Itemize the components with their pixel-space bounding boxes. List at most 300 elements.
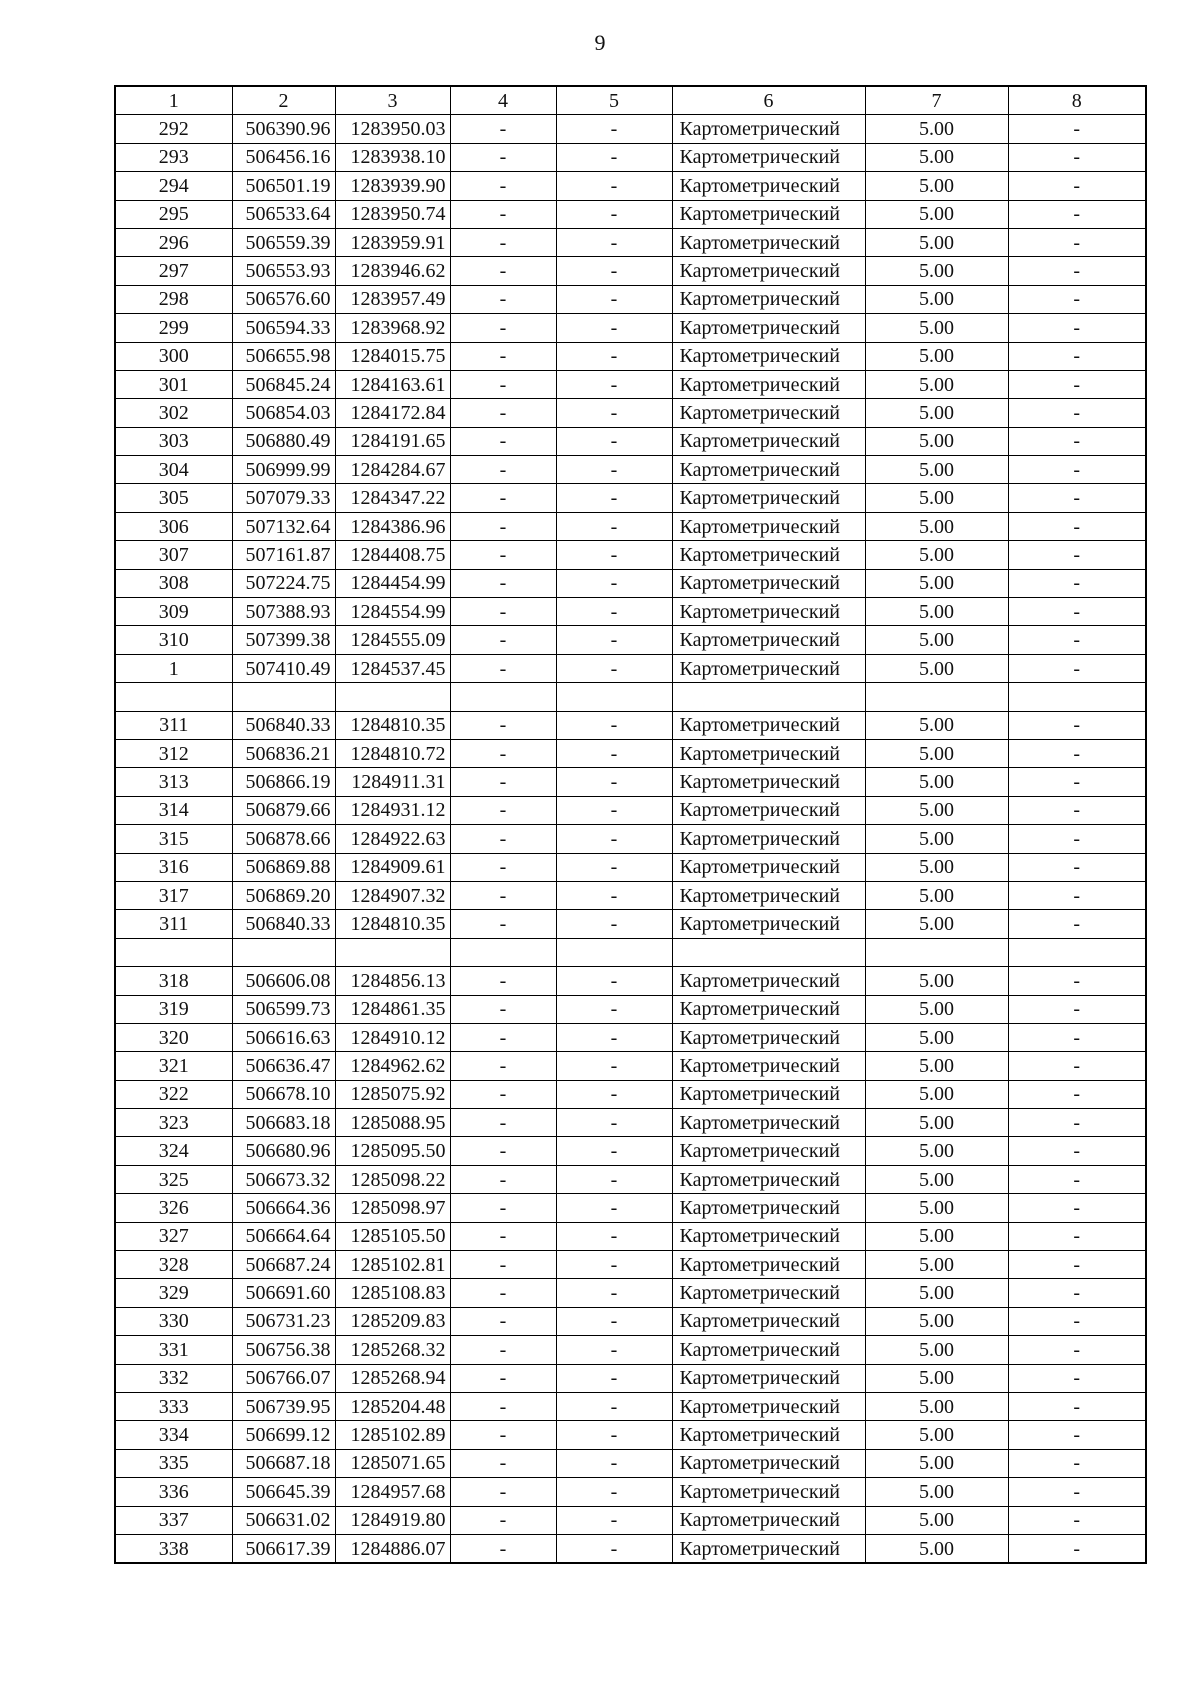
method-cell: Картометрический (672, 626, 865, 654)
col4-cell: - (450, 143, 556, 171)
point-number-cell: 332 (115, 1364, 232, 1392)
col4-cell: - (450, 910, 556, 938)
method-cell: Картометрический (672, 967, 865, 995)
point-number-cell: 324 (115, 1137, 232, 1165)
table-row (115, 512, 1146, 540)
col5-cell: - (556, 881, 672, 909)
y-coordinate-cell (335, 938, 450, 966)
point-number-cell: 314 (115, 796, 232, 824)
col8-cell: - (1008, 1478, 1146, 1506)
col5-cell: - (556, 598, 672, 626)
y-coordinate-cell: 1283950.03 (335, 115, 450, 143)
x-coordinate-cell: 506687.18 (232, 1449, 335, 1477)
y-coordinate-cell: 1285102.89 (335, 1421, 450, 1449)
accuracy-cell: 5.00 (865, 598, 1008, 626)
col5-cell: - (556, 967, 672, 995)
accuracy-cell: 5.00 (865, 1109, 1008, 1137)
method-cell: Картометрический (672, 1052, 865, 1080)
y-coordinate-cell: 1284347.22 (335, 484, 450, 512)
method-cell: Картометрический (672, 115, 865, 143)
accuracy-cell: 5.00 (865, 739, 1008, 767)
point-number-cell: 321 (115, 1052, 232, 1080)
col4-cell: - (450, 1449, 556, 1477)
accuracy-cell: 5.00 (865, 1534, 1008, 1563)
column-header: 5 (556, 86, 672, 115)
y-coordinate-cell: 1283938.10 (335, 143, 450, 171)
col5-cell: - (556, 257, 672, 285)
accuracy-cell: 5.00 (865, 1421, 1008, 1449)
col5-cell: - (556, 541, 672, 569)
table-row (115, 228, 1146, 256)
col8-cell: - (1008, 1137, 1146, 1165)
x-coordinate-cell: 506645.39 (232, 1478, 335, 1506)
x-coordinate-cell: 506559.39 (232, 228, 335, 256)
col4-cell: - (450, 1194, 556, 1222)
method-cell: Картометрический (672, 739, 865, 767)
accuracy-cell: 5.00 (865, 1279, 1008, 1307)
col8-cell: - (1008, 967, 1146, 995)
page-number: 9 (594, 30, 606, 55)
y-coordinate-cell: 1284386.96 (335, 512, 450, 540)
col8-cell: - (1008, 1421, 1146, 1449)
y-coordinate-cell: 1284910.12 (335, 1023, 450, 1051)
point-number-cell: 293 (115, 143, 232, 171)
method-cell: Картометрический (672, 1307, 865, 1335)
x-coordinate-cell: 506576.60 (232, 285, 335, 313)
method-cell: Картометрический (672, 484, 865, 512)
point-number-cell: 313 (115, 768, 232, 796)
point-number-cell: 320 (115, 1023, 232, 1051)
method-cell (672, 683, 865, 711)
x-coordinate-cell: 506673.32 (232, 1165, 335, 1193)
col8-cell: - (1008, 1052, 1146, 1080)
method-cell: Картометрический (672, 370, 865, 398)
col4-cell: - (450, 995, 556, 1023)
y-coordinate-cell: 1284163.61 (335, 370, 450, 398)
table-row (115, 115, 1146, 143)
col5-cell: - (556, 143, 672, 171)
point-number-cell: 307 (115, 541, 232, 569)
accuracy-cell: 5.00 (865, 967, 1008, 995)
y-coordinate-cell: 1285071.65 (335, 1449, 450, 1477)
method-cell: Картометрический (672, 1080, 865, 1108)
col4-cell: - (450, 881, 556, 909)
x-coordinate-cell: 506683.18 (232, 1109, 335, 1137)
y-coordinate-cell: 1285075.92 (335, 1080, 450, 1108)
col4-cell: - (450, 1023, 556, 1051)
y-coordinate-cell: 1284555.09 (335, 626, 450, 654)
accuracy-cell: 5.00 (865, 115, 1008, 143)
y-coordinate-cell: 1285108.83 (335, 1279, 450, 1307)
col4-cell: - (450, 115, 556, 143)
point-number-cell: 325 (115, 1165, 232, 1193)
col4-cell: - (450, 598, 556, 626)
col4-cell: - (450, 399, 556, 427)
col4-cell: - (450, 456, 556, 484)
accuracy-cell: 5.00 (865, 768, 1008, 796)
col5-cell: - (556, 285, 672, 313)
col4-cell: - (450, 342, 556, 370)
col5-cell: - (556, 1307, 672, 1335)
col8-cell: - (1008, 711, 1146, 739)
table-row (115, 541, 1146, 569)
col5-cell: - (556, 512, 672, 540)
method-cell: Картометрический (672, 825, 865, 853)
col5-cell (556, 683, 672, 711)
method-cell (672, 938, 865, 966)
table-row (115, 853, 1146, 881)
point-number-cell: 302 (115, 399, 232, 427)
accuracy-cell: 5.00 (865, 484, 1008, 512)
y-coordinate-cell: 1284909.61 (335, 853, 450, 881)
point-number-cell: 317 (115, 881, 232, 909)
point-number-cell: 301 (115, 370, 232, 398)
col8-cell: - (1008, 314, 1146, 342)
table-row (115, 1421, 1146, 1449)
accuracy-cell: 5.00 (865, 1080, 1008, 1108)
col8-cell: - (1008, 200, 1146, 228)
method-cell: Картометрический (672, 853, 865, 881)
point-number-cell (115, 938, 232, 966)
col5-cell: - (556, 995, 672, 1023)
table-row (115, 654, 1146, 682)
col5-cell: - (556, 1506, 672, 1534)
y-coordinate-cell: 1284408.75 (335, 541, 450, 569)
col4-cell: - (450, 484, 556, 512)
point-number-cell: 310 (115, 626, 232, 654)
x-coordinate-cell: 506756.38 (232, 1336, 335, 1364)
col4-cell: - (450, 739, 556, 767)
col8-cell: - (1008, 1251, 1146, 1279)
x-coordinate-cell: 507410.49 (232, 654, 335, 682)
accuracy-cell: 5.00 (865, 881, 1008, 909)
x-coordinate-cell: 506691.60 (232, 1279, 335, 1307)
accuracy-cell: 5.00 (865, 1052, 1008, 1080)
accuracy-cell: 5.00 (865, 200, 1008, 228)
table-row (115, 910, 1146, 938)
method-cell: Картометрический (672, 1392, 865, 1420)
col5-cell: - (556, 1251, 672, 1279)
col8-cell: - (1008, 1194, 1146, 1222)
point-number-cell: 304 (115, 456, 232, 484)
method-cell: Картометрический (672, 172, 865, 200)
y-coordinate-cell: 1284919.80 (335, 1506, 450, 1534)
y-coordinate-cell: 1284962.62 (335, 1052, 450, 1080)
col8-cell: - (1008, 1222, 1146, 1250)
col5-cell: - (556, 370, 672, 398)
accuracy-cell: 5.00 (865, 427, 1008, 455)
col4-cell (450, 938, 556, 966)
table-row (115, 768, 1146, 796)
col5-cell: - (556, 399, 672, 427)
col8-cell: - (1008, 541, 1146, 569)
col8-cell: - (1008, 143, 1146, 171)
accuracy-cell: 5.00 (865, 825, 1008, 853)
method-cell: Картометрический (672, 1109, 865, 1137)
table-row (115, 172, 1146, 200)
col8-cell: - (1008, 370, 1146, 398)
col4-cell: - (450, 853, 556, 881)
table-row (115, 1251, 1146, 1279)
col5-cell: - (556, 1534, 672, 1563)
point-number-cell: 331 (115, 1336, 232, 1364)
point-number-cell: 328 (115, 1251, 232, 1279)
col4-cell: - (450, 1336, 556, 1364)
method-cell: Картометрический (672, 654, 865, 682)
table-row (115, 1080, 1146, 1108)
column-header: 7 (865, 86, 1008, 115)
x-coordinate-cell: 506606.08 (232, 967, 335, 995)
col5-cell: - (556, 569, 672, 597)
table-row (115, 257, 1146, 285)
x-coordinate-cell: 506599.73 (232, 995, 335, 1023)
method-cell: Картометрический (672, 881, 865, 909)
col5-cell: - (556, 825, 672, 853)
table-row (115, 1478, 1146, 1506)
accuracy-cell: 5.00 (865, 228, 1008, 256)
col8-cell: - (1008, 484, 1146, 512)
method-cell: Картометрический (672, 1421, 865, 1449)
column-header: 2 (232, 86, 335, 115)
point-number-cell: 333 (115, 1392, 232, 1420)
x-coordinate-cell: 506501.19 (232, 172, 335, 200)
col5-cell: - (556, 768, 672, 796)
y-coordinate-cell: 1285095.50 (335, 1137, 450, 1165)
method-cell: Картометрический (672, 1251, 865, 1279)
col4-cell: - (450, 172, 556, 200)
col4-cell: - (450, 228, 556, 256)
x-coordinate-cell: 506879.66 (232, 796, 335, 824)
accuracy-cell: 5.00 (865, 626, 1008, 654)
table-row (115, 1534, 1146, 1563)
col5-cell: - (556, 796, 672, 824)
accuracy-cell: 5.00 (865, 399, 1008, 427)
col8-cell: - (1008, 654, 1146, 682)
x-coordinate-cell: 506731.23 (232, 1307, 335, 1335)
y-coordinate-cell: 1284810.35 (335, 711, 450, 739)
col5-cell: - (556, 1279, 672, 1307)
method-cell: Картометрический (672, 1165, 865, 1193)
table-row (115, 1279, 1146, 1307)
method-cell: Картометрический (672, 1506, 865, 1534)
table-row (115, 796, 1146, 824)
y-coordinate-cell: 1284886.07 (335, 1534, 450, 1563)
table-row (115, 285, 1146, 313)
table-row (115, 427, 1146, 455)
col5-cell: - (556, 1364, 672, 1392)
point-number-cell: 292 (115, 115, 232, 143)
method-cell: Картометрический (672, 143, 865, 171)
table-row (115, 1023, 1146, 1051)
col4-cell: - (450, 1307, 556, 1335)
x-coordinate-cell: 506999.99 (232, 456, 335, 484)
col5-cell: - (556, 654, 672, 682)
accuracy-cell: 5.00 (865, 257, 1008, 285)
col4-cell: - (450, 200, 556, 228)
y-coordinate-cell: 1284856.13 (335, 967, 450, 995)
col5-cell: - (556, 1478, 672, 1506)
col8-cell: - (1008, 285, 1146, 313)
point-number-cell: 303 (115, 427, 232, 455)
col5-cell: - (556, 1194, 672, 1222)
col5-cell: - (556, 228, 672, 256)
point-number-cell: 305 (115, 484, 232, 512)
method-cell: Картометрический (672, 1023, 865, 1051)
method-cell: Картометрический (672, 200, 865, 228)
method-cell: Картометрический (672, 1364, 865, 1392)
col8-cell: - (1008, 1392, 1146, 1420)
x-coordinate-cell: 506869.88 (232, 853, 335, 881)
table-row (115, 1307, 1146, 1335)
col4-cell: - (450, 825, 556, 853)
accuracy-cell: 5.00 (865, 370, 1008, 398)
y-coordinate-cell: 1285102.81 (335, 1251, 450, 1279)
x-coordinate-cell: 506878.66 (232, 825, 335, 853)
accuracy-cell: 5.00 (865, 342, 1008, 370)
accuracy-cell: 5.00 (865, 711, 1008, 739)
method-cell: Картометрический (672, 1478, 865, 1506)
method-cell: Картометрический (672, 995, 865, 1023)
table-body (115, 115, 1146, 1563)
point-number-cell: 322 (115, 1080, 232, 1108)
col5-cell: - (556, 342, 672, 370)
y-coordinate-cell: 1284861.35 (335, 995, 450, 1023)
accuracy-cell: 5.00 (865, 1307, 1008, 1335)
table-row (115, 399, 1146, 427)
col4-cell: - (450, 796, 556, 824)
col8-cell: - (1008, 512, 1146, 540)
accuracy-cell: 5.00 (865, 1364, 1008, 1392)
col5-cell: - (556, 484, 672, 512)
col4-cell: - (450, 257, 556, 285)
y-coordinate-cell: 1284284.67 (335, 456, 450, 484)
y-coordinate-cell: 1285268.94 (335, 1364, 450, 1392)
col4-cell: - (450, 1080, 556, 1108)
table-row (115, 370, 1146, 398)
accuracy-cell: 5.00 (865, 569, 1008, 597)
point-number-cell: 315 (115, 825, 232, 853)
point-number-cell: 1 (115, 654, 232, 682)
accuracy-cell: 5.00 (865, 995, 1008, 1023)
y-coordinate-cell: 1284810.72 (335, 739, 450, 767)
method-cell: Картометрический (672, 427, 865, 455)
x-coordinate-cell (232, 683, 335, 711)
col4-cell: - (450, 1165, 556, 1193)
point-number-cell: 308 (115, 569, 232, 597)
table-row (115, 484, 1146, 512)
col8-cell: - (1008, 626, 1146, 654)
x-coordinate-cell: 507388.93 (232, 598, 335, 626)
col4-cell: - (450, 768, 556, 796)
column-header: 6 (672, 86, 865, 115)
y-coordinate-cell: 1283968.92 (335, 314, 450, 342)
point-number-cell: 323 (115, 1109, 232, 1137)
accuracy-cell: 5.00 (865, 1251, 1008, 1279)
point-number-cell: 297 (115, 257, 232, 285)
x-coordinate-cell: 506664.36 (232, 1194, 335, 1222)
point-number-cell: 299 (115, 314, 232, 342)
col8-cell: - (1008, 427, 1146, 455)
table-row (115, 1194, 1146, 1222)
col8-cell: - (1008, 1080, 1146, 1108)
col8-cell: - (1008, 1336, 1146, 1364)
method-cell: Картометрический (672, 768, 865, 796)
point-number-cell: 318 (115, 967, 232, 995)
col4-cell: - (450, 1052, 556, 1080)
col8-cell: - (1008, 1307, 1146, 1335)
col5-cell: - (556, 456, 672, 484)
coordinates-table (114, 85, 1147, 1564)
method-cell: Картометрический (672, 711, 865, 739)
point-number-cell: 296 (115, 228, 232, 256)
col5-cell: - (556, 910, 672, 938)
method-cell: Картометрический (672, 342, 865, 370)
x-coordinate-cell: 506766.07 (232, 1364, 335, 1392)
x-coordinate-cell: 507224.75 (232, 569, 335, 597)
method-cell: Картометрический (672, 228, 865, 256)
table-row (115, 938, 1146, 966)
col4-cell: - (450, 1534, 556, 1563)
table-row (115, 711, 1146, 739)
table-row (115, 342, 1146, 370)
x-coordinate-cell: 506664.64 (232, 1222, 335, 1250)
accuracy-cell: 5.00 (865, 910, 1008, 938)
table-row (115, 683, 1146, 711)
y-coordinate-cell: 1285268.32 (335, 1336, 450, 1364)
accuracy-cell: 5.00 (865, 285, 1008, 313)
col8-cell: - (1008, 1165, 1146, 1193)
accuracy-cell: 5.00 (865, 1165, 1008, 1193)
column-header: 3 (335, 86, 450, 115)
y-coordinate-cell: 1285098.97 (335, 1194, 450, 1222)
method-cell: Картометрический (672, 796, 865, 824)
method-cell: Картометрический (672, 569, 865, 597)
col8-cell: - (1008, 768, 1146, 796)
method-cell: Картометрический (672, 1222, 865, 1250)
col8-cell: - (1008, 569, 1146, 597)
table-row (115, 569, 1146, 597)
table-row (115, 1449, 1146, 1477)
x-coordinate-cell: 506678.10 (232, 1080, 335, 1108)
col5-cell: - (556, 1449, 672, 1477)
table-row (115, 456, 1146, 484)
y-coordinate-cell: 1284537.45 (335, 654, 450, 682)
col8-cell: - (1008, 1534, 1146, 1563)
accuracy-cell (865, 938, 1008, 966)
y-coordinate-cell: 1284957.68 (335, 1478, 450, 1506)
x-coordinate-cell: 507161.87 (232, 541, 335, 569)
point-number-cell: 300 (115, 342, 232, 370)
point-number-cell: 311 (115, 711, 232, 739)
point-number-cell: 337 (115, 1506, 232, 1534)
x-coordinate-cell: 506390.96 (232, 115, 335, 143)
x-coordinate-cell: 506636.47 (232, 1052, 335, 1080)
col8-cell (1008, 938, 1146, 966)
table-row (115, 1137, 1146, 1165)
y-coordinate-cell: 1283950.74 (335, 200, 450, 228)
y-coordinate-cell: 1284015.75 (335, 342, 450, 370)
accuracy-cell: 5.00 (865, 1449, 1008, 1477)
point-number-cell: 329 (115, 1279, 232, 1307)
col5-cell: - (556, 314, 672, 342)
col4-cell: - (450, 1392, 556, 1420)
y-coordinate-cell: 1284554.99 (335, 598, 450, 626)
x-coordinate-cell: 506631.02 (232, 1506, 335, 1534)
table-row (115, 200, 1146, 228)
col4-cell: - (450, 285, 556, 313)
col8-cell: - (1008, 910, 1146, 938)
point-number-cell: 338 (115, 1534, 232, 1563)
